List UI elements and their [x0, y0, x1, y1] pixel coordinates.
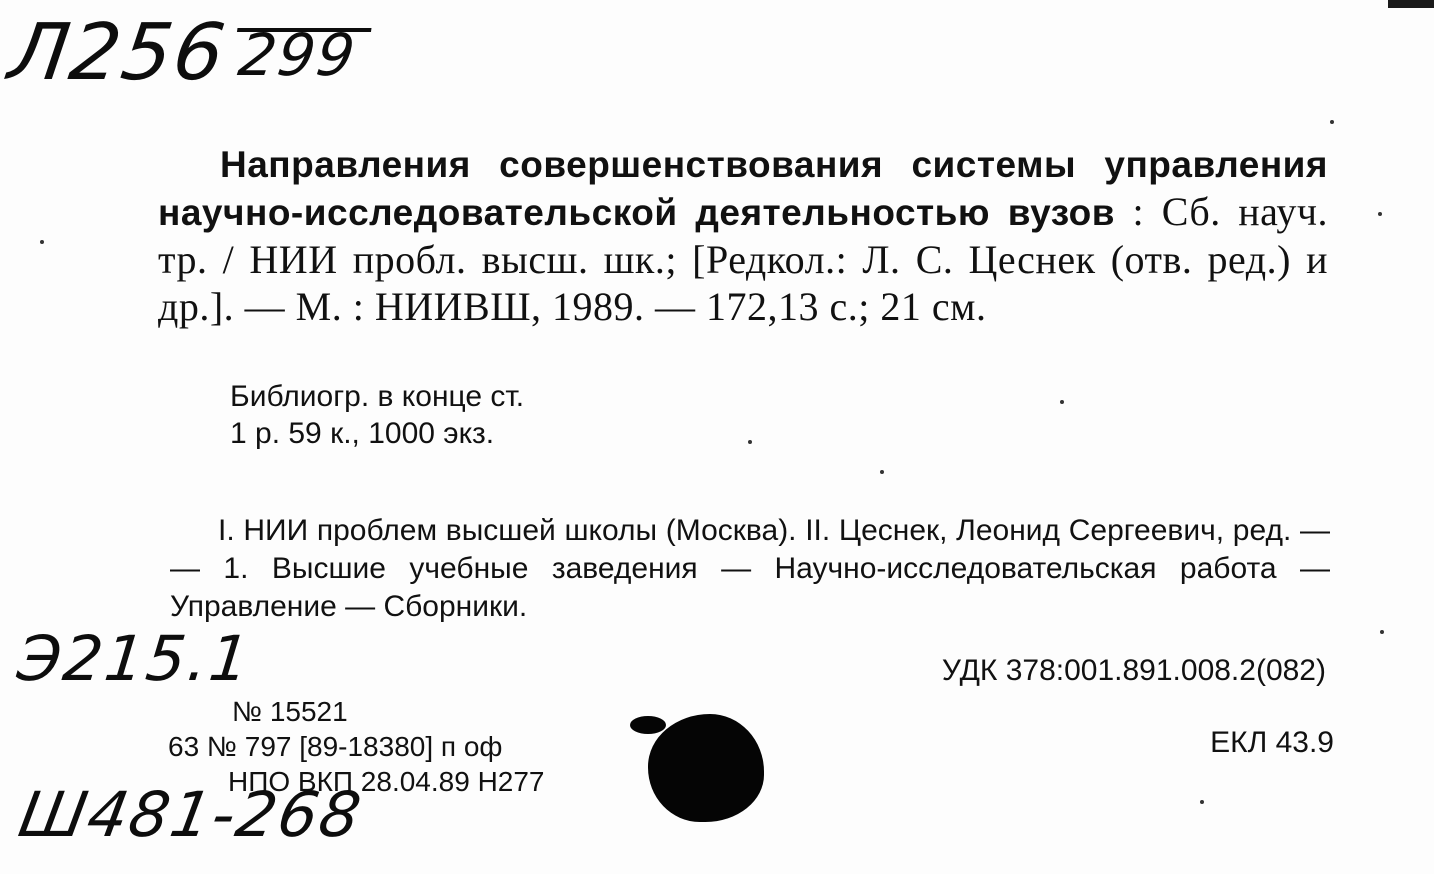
main-entry — [158, 140, 1328, 330]
speck — [1330, 120, 1334, 124]
speck — [1380, 630, 1384, 634]
handwritten-shelf-code: Л256 — [3, 8, 232, 98]
ekl-code: ЕКЛ 43.9 — [1210, 726, 1334, 759]
production-line-2: 63 № 797 [89-18380] п оф — [168, 731, 503, 762]
speck — [1200, 800, 1204, 804]
entry-title: Направления совершенствования системы управления научно-исследовательской деятельностью вузов — [158, 144, 1328, 233]
entry-description: : Сб. науч. тр. / НИИ пробл. высш. шк.; [Редкол.: Л. С. Цеснек (отв. ред.) и др.]. — М. : НИИВШ, 1989. — 172,13 с.; 21 см. — [158, 189, 1328, 329]
speck — [1060, 400, 1064, 404]
handwritten-inventory-number: Ш481-268 — [13, 778, 368, 851]
corner-mark — [1388, 0, 1434, 8]
bibliography-note: Библиогр. в конце ст. — [230, 380, 525, 413]
ink-blot — [648, 714, 764, 822]
handwritten-classification: Э215.1 — [14, 622, 255, 695]
udk-code: УДК 378:001.891.008.2(082) — [941, 654, 1326, 687]
handwritten-shelf-mark — [3, 8, 362, 98]
price-note: 1 р. 59 к., 1000 экз. — [230, 417, 495, 450]
notes-block — [230, 378, 524, 452]
tracing-block — [170, 512, 1330, 626]
speck — [748, 440, 752, 444]
speck — [40, 240, 44, 244]
speck — [880, 470, 884, 474]
speck — [1378, 212, 1382, 216]
handwritten-shelf-number: 299 — [234, 21, 361, 89]
production-line-3: НПО ВКП 28.04.89 Н277 — [228, 766, 545, 797]
production-line-1: № 15521 — [232, 696, 348, 727]
tracing-text: I. НИИ проблем высшей школы (Москва). II. Цеснек, Леонид Сергеевич, ред. — — 1. Высшие учебные заведения — Научно-исследовательская работа — Управление — Сборники. — [170, 514, 1330, 623]
